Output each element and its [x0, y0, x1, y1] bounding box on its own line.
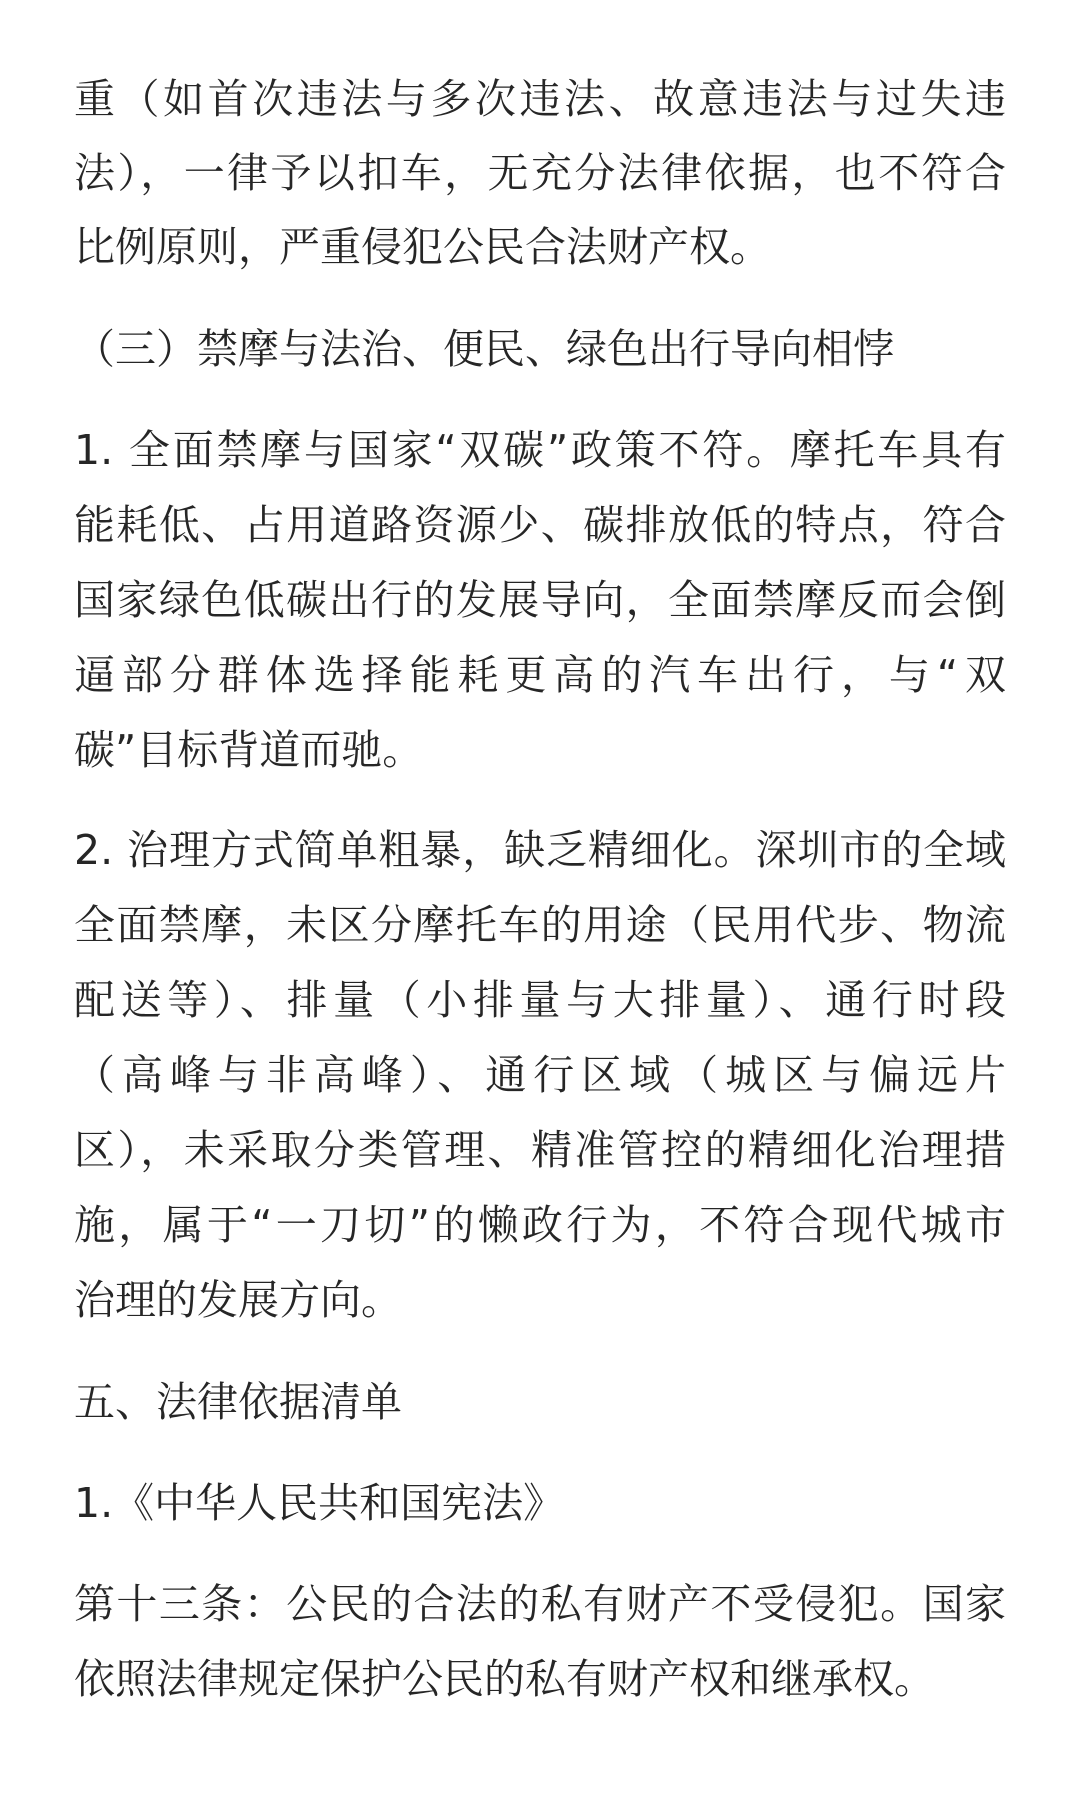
- section-heading-3: （三）禁摩与法治、便民、绿色出行导向相悖: [74, 325, 894, 373]
- point-2-line-1: 2. 治理方式简单粗暴，缺乏精细化。深圳市的全域: [74, 826, 1006, 874]
- point-1-line-3: 国家绿色低碳出行的发展导向，全面禁摩反而会倒: [74, 576, 1006, 624]
- point-1-line-2: 能耗低、占用道路资源少、碳排放低的特点，符合: [74, 501, 1006, 549]
- law-item-1-title: 1.《中华人民共和国宪法》: [74, 1479, 565, 1527]
- point-1-line-4: 逼部分群体选择能耗更高的汽车出行，与“双: [74, 651, 1006, 699]
- article-13-line-1: 第十三条：公民的合法的私有财产不受侵犯。国家: [74, 1580, 1006, 1628]
- section-heading-5: 五、法律依据清单: [74, 1378, 402, 1426]
- paragraph-1-line-2: 法），一律予以扣车，无充分法律依据，也不符合: [74, 149, 1006, 197]
- point-2-line-7: 治理的发展方向。: [74, 1276, 402, 1324]
- point-2-line-5: 区），未采取分类管理、精准管控的精细化治理措: [74, 1126, 1006, 1174]
- point-2-line-3: 配送等）、排量（小排量与大排量）、通行时段: [74, 976, 1006, 1024]
- paragraph-1-line-3: 比例原则，严重侵犯公民合法财产权。: [74, 223, 771, 271]
- point-1-line-5: 碳”目标背道而驰。: [74, 726, 424, 774]
- article-13-line-2: 依照法律规定保护公民的私有财产权和继承权。: [74, 1655, 935, 1703]
- point-2-line-4: （高峰与非高峰）、通行区域（城区与偏远片: [74, 1051, 1006, 1099]
- point-2-line-2: 全面禁摩，未区分摩托车的用途（民用代步、物流: [74, 901, 1006, 949]
- point-2-line-6: 施，属于“一刀切”的懒政行为，不符合现代城市: [74, 1201, 1006, 1249]
- point-1-line-1: 1. 全面禁摩与国家“双碳”政策不符。摩托车具有: [74, 426, 1006, 474]
- paragraph-1-line-1: 重（如首次违法与多次违法、故意违法与过失违: [74, 75, 1006, 123]
